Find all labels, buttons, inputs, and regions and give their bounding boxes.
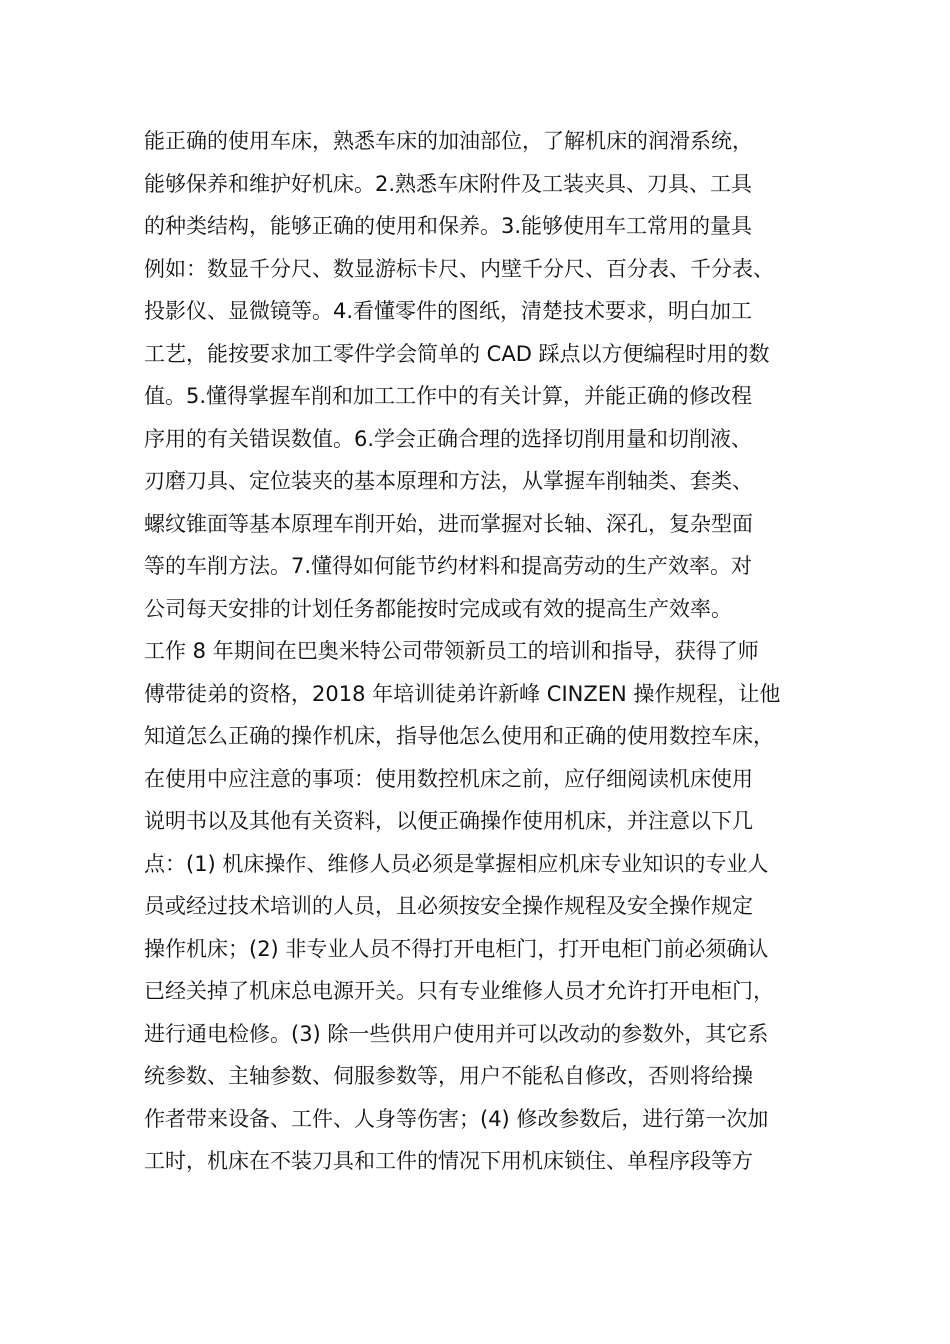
text-line: 工作 8 年期间在巴奥米特公司带领新员工的培训和指导，获得了师: [144, 639, 759, 663]
text-line: 在使用中应注意的事项：使用数控机床之前，应仔细阅读机床使用: [144, 766, 753, 791]
text-line: 员或经过技术培训的人员，且必须按安全操作规程及安全操作规定: [144, 894, 753, 918]
text-line: 螺纹锥面等基本原理车削开始，进而掌握对长轴、深孔，复杂型面: [144, 511, 753, 536]
text-line: 说明书以及其他有关资料，以便正确操作使用机床，并注意以下几: [144, 809, 753, 833]
text-line: 操作机床；(2) 非专业人员不得打开电柜门，打开电柜门前必须确认: [144, 936, 769, 961]
text-line: 作者带来设备、工件、人身等伤害；(4) 修改参数后，进行第一次加: [144, 1106, 769, 1131]
text-line: 等的车削方法。7.懂得如何能节约材料和提高劳动的生产效率。对: [144, 554, 753, 578]
text-line: 傅带徒弟的资格，2018 年培训徒弟许新峰 CINZEN 操作规程，让他: [144, 681, 781, 706]
text-line: 统参数、主轴参数、伺服参数等，用户不能私自修改，否则将给操: [144, 1064, 753, 1088]
text-line: 工艺，能按要求加工零件学会简单的 CAD 踩点以方便编程时用的数: [144, 341, 770, 366]
text-line: 刃磨刀具、定位装夹的基本原理和方法，从掌握车削轴类、套类、: [144, 469, 753, 493]
text-line: 序用的有关错误数值。6.学会正确合理的选择切削用量和切削液、: [144, 426, 753, 451]
text-line: 投影仪、显微镜等。4.看懂零件的图纸，清楚技术要求，明白加工: [144, 299, 753, 323]
text-line: 例如：数显千分尺、数显游标卡尺、内壁千分尺、百分表、千分表、: [144, 256, 774, 281]
body-text: [144, 120, 824, 1183]
text-line: 能正确的使用车床，熟悉车床的加油部位，了解机床的润滑系统，: [144, 129, 753, 153]
text-line: 公司每天安排的计划任务都能按时完成或有效的提高生产效率。: [144, 596, 732, 621]
text-line: 点：(1) 机床操作、维修人员必须是掌握相应机床专业知识的专业人: [144, 851, 769, 876]
text-line: 已经关掉了机床总电源开关。只有专业维修人员才允许打开电柜门，: [144, 979, 774, 1003]
text-line: 值。5.懂得掌握车削和加工工作中的有关计算，并能正确的修改程: [144, 384, 753, 408]
text-line: 能够保养和维护好机床。2.熟悉车床附件及工装夹具、刀具、工具: [144, 171, 753, 196]
text-line: 的种类结构，能够正确的使用和保养。3.能够使用车工常用的量具: [144, 214, 753, 238]
text-line: 工时，机床在不装刀具和工件的情况下用机床锁住、单程序段等方: [144, 1149, 753, 1173]
text-line: 知道怎么正确的操作机床，指导他怎么使用和正确的使用数控车床，: [144, 724, 774, 748]
text-line: 进行通电检修。(3) 除一些供用户使用并可以改动的参数外，其它系: [144, 1021, 769, 1046]
